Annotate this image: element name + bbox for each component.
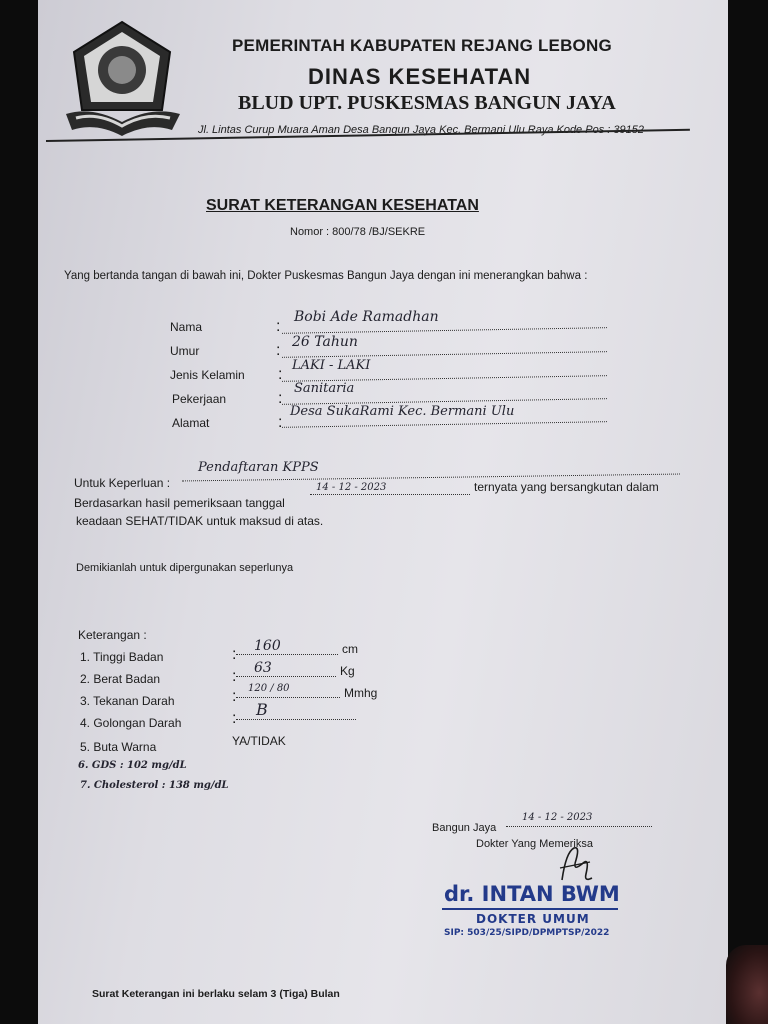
purpose-label: Untuk Keperluan :: [74, 476, 171, 490]
header-unit: BLUD UPT. PUSKESMAS BANGUN JAYA: [238, 92, 616, 114]
note-unit: Mmhg: [344, 686, 378, 700]
colon: :: [232, 710, 237, 727]
header-department: DINAS KESEHATAN: [308, 64, 532, 89]
note-value-weight: 63: [254, 660, 272, 676]
doctor-sip-stamp: SIP: 503/25/SIPD/DPMPTSP/2022: [444, 928, 610, 938]
colon: :: [278, 390, 283, 407]
note-unit: cm: [342, 642, 358, 656]
note-label: 2. Berat Badan: [80, 672, 161, 686]
field-value-alamat: Desa SukaRami Kec. Bermani Ulu: [290, 404, 515, 419]
note-value-height: 160: [254, 638, 281, 654]
dotted-line: [236, 654, 338, 655]
health-status-text: keadaan SEHAT/TIDAK untuk maksud di atas.: [76, 514, 324, 528]
colon: :: [232, 646, 237, 663]
field-value-jenis-kelamin: LAKI - LAKI: [292, 358, 371, 373]
note-extra-gds: 6. GDS : 102 mg/dL: [78, 760, 187, 771]
dotted-line: [282, 421, 607, 428]
field-value-pekerjaan: Sanitaria: [294, 381, 355, 396]
note-value-color-blind: YA/TIDAK: [232, 734, 286, 748]
colon: :: [278, 414, 283, 431]
signature-role: Dokter Yang Memeriksa: [476, 838, 593, 850]
colon: :: [232, 688, 237, 705]
finger-shadow: [726, 945, 768, 1024]
intro-text: Yang bertanda tangan di bawah ini, Dokter Puskesmas Bangun Jaya dengan ini menerangkan bahwa :: [64, 270, 588, 282]
field-value-umur: 26 Tahun: [292, 334, 358, 350]
note-label: 1. Tinggi Badan: [80, 650, 164, 664]
validity-footer: Surat Keterangan ini berlaku selam 3 (Tiga) Bulan: [92, 988, 340, 1000]
colon: :: [276, 342, 281, 359]
field-label-alamat: Alamat: [172, 416, 210, 430]
stamp-underline: [442, 908, 618, 910]
field-label-nama: Nama: [170, 320, 203, 334]
dotted-line: [236, 676, 336, 677]
note-extra-cholesterol: 7. Cholesterol : 138 mg/dL: [80, 780, 229, 791]
note-value-blood-pressure: 120 / 80: [248, 683, 290, 694]
header-government: PEMERINTAH KABUPATEN REJANG LEBONG: [232, 36, 612, 55]
note-label: 3. Tekanan Darah: [80, 694, 175, 708]
dotted-line: [236, 697, 340, 698]
field-label-umur: Umur: [170, 344, 200, 358]
exam-text-start: Berdasarkan hasil pemeriksaan tanggal: [74, 496, 285, 510]
note-value-blood-type: B: [256, 700, 268, 719]
letter-title: SURAT KETERANGAN KESEHATAN: [206, 197, 479, 214]
closing-text: Demikianlah untuk dipergunakan seperlunya: [76, 562, 294, 574]
field-label-jenis-kelamin: Jenis Kelamin: [170, 368, 245, 382]
colon: :: [276, 318, 281, 335]
regency-crest-logo: [52, 18, 194, 136]
note-unit: Kg: [340, 664, 355, 678]
dotted-line: [506, 826, 652, 827]
colon: :: [232, 668, 237, 685]
note-label: 4. Golongan Darah: [80, 716, 182, 730]
doctor-title-stamp: DOKTER UMUM: [476, 912, 590, 926]
colon: :: [278, 366, 283, 383]
field-label-pekerjaan: Pekerjaan: [172, 392, 227, 406]
handwritten-signature: [556, 842, 596, 886]
document-page: [38, 0, 728, 1024]
dotted-line: [310, 494, 470, 495]
note-label: 5. Buta Warna: [80, 740, 157, 754]
dotted-line: [236, 719, 356, 720]
dotted-line: [282, 327, 607, 334]
purpose-value: Pendaftaran KPPS: [198, 460, 319, 475]
signature-place: Bangun Jaya: [432, 822, 497, 834]
signature-date: 14 - 12 - 2023: [522, 812, 593, 823]
letter-number: Nomor : 800/78 /BJ/SEKRE: [290, 226, 426, 238]
dotted-line: [282, 351, 607, 358]
header-address: Jl. Lintas Curup Muara Aman Desa Bangun Jaya Kec. Bermani Ulu Raya Kode Pos : 39152: [198, 124, 644, 136]
field-value-nama: Bobi Ade Ramadhan: [294, 309, 439, 325]
notes-title: Keterangan :: [78, 628, 147, 642]
exam-text-end: ternyata yang bersangkutan dalam: [474, 480, 659, 494]
doctor-name-stamp: dr. INTAN BWM: [444, 882, 620, 906]
exam-date: 14 - 12 - 2023: [316, 482, 387, 493]
